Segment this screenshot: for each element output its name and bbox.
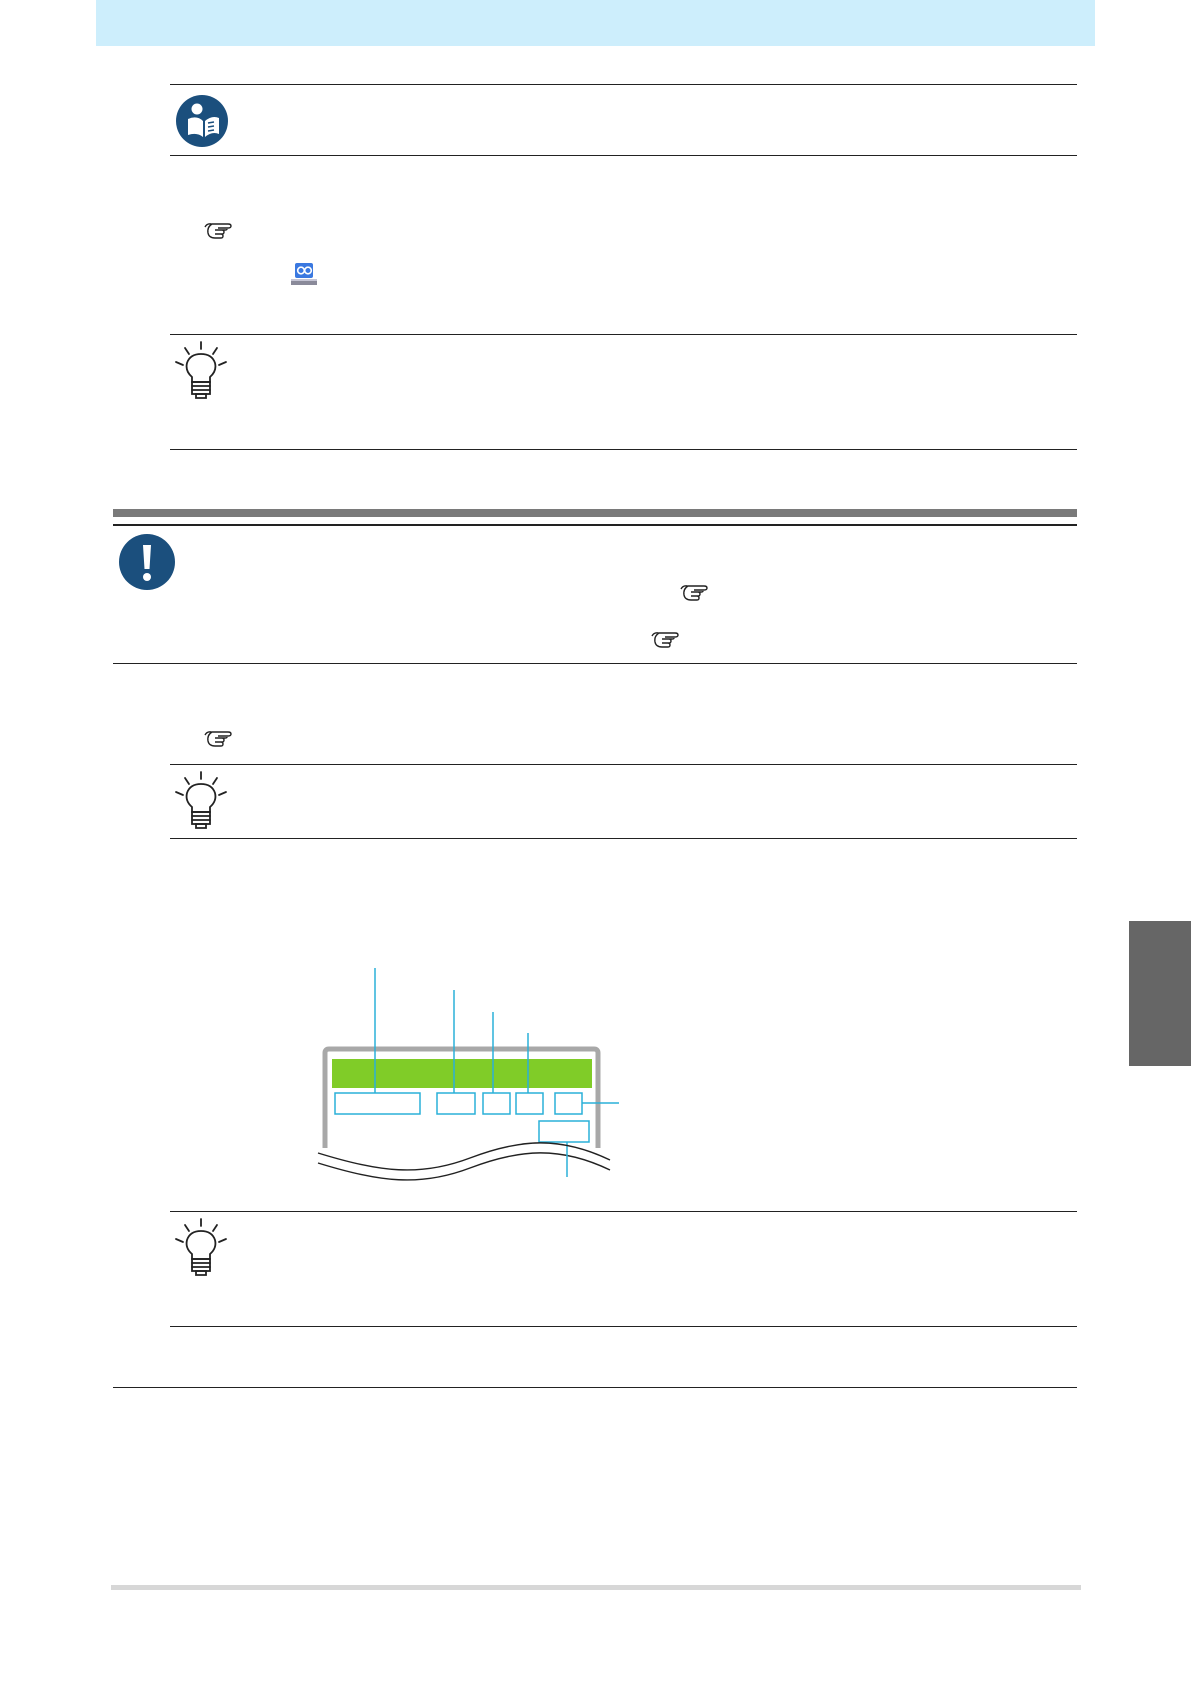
callout-box — [516, 1093, 543, 1114]
pointing-hand-icon — [203, 221, 233, 241]
divider — [170, 449, 1077, 450]
divider — [170, 155, 1077, 156]
callout-box — [437, 1093, 475, 1114]
divider — [113, 1387, 1077, 1388]
divider — [170, 1326, 1077, 1327]
divider — [170, 1211, 1077, 1212]
divider — [113, 663, 1077, 664]
print-layout-diagram — [310, 960, 630, 1185]
divider — [170, 838, 1077, 839]
panel-header — [332, 1059, 592, 1088]
divider — [113, 524, 1077, 526]
page-header-band — [96, 0, 1095, 46]
pointing-hand-icon — [679, 583, 709, 603]
callout-box — [555, 1093, 582, 1114]
chapter-side-tab — [1129, 921, 1191, 1066]
light-bulb-icon — [173, 1217, 229, 1279]
light-bulb-icon — [173, 340, 229, 402]
pointing-hand-icon — [203, 729, 233, 749]
callout-box — [539, 1121, 589, 1142]
callout-box — [483, 1093, 510, 1114]
book-reader-icon — [175, 94, 229, 148]
section-heading-bar — [113, 509, 1077, 517]
divider — [170, 84, 1077, 85]
co-toolbar-icon — [289, 261, 319, 287]
page-footer-bar — [111, 1585, 1081, 1590]
divider — [170, 764, 1077, 765]
pointing-hand-icon — [650, 630, 680, 650]
exclamation-icon — [118, 533, 176, 591]
light-bulb-icon — [173, 770, 229, 832]
callout-box — [335, 1093, 420, 1114]
divider — [170, 334, 1077, 335]
